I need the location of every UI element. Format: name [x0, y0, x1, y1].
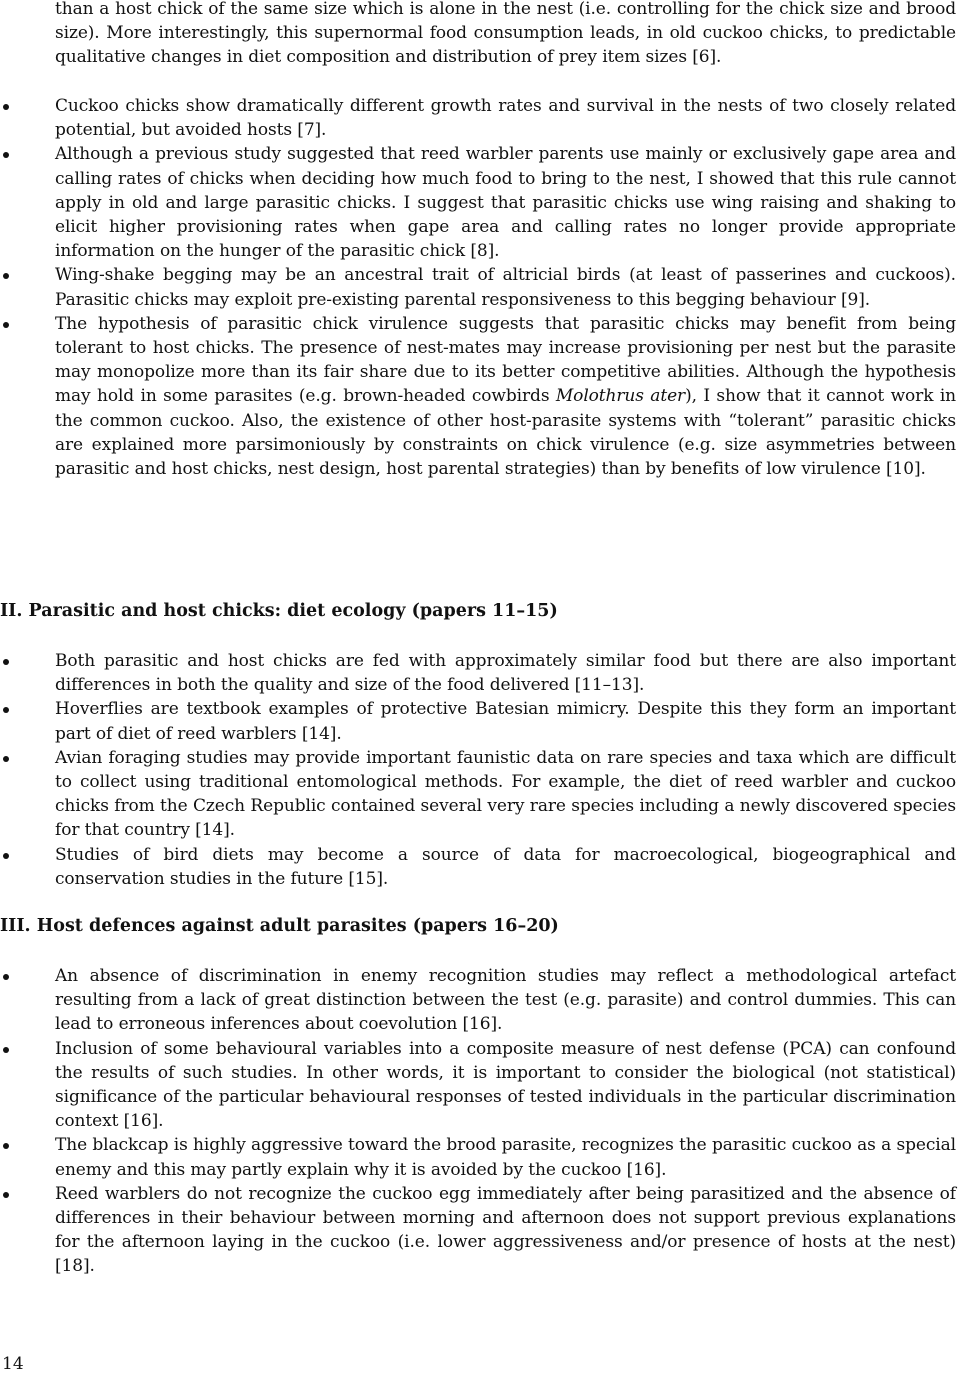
continuation-text: than a host chick of the same size which is alone in the nest (i.e. controlling for the chick size and brood size). More interestingly, this supernormal food consumption leads, in old cuckoo chicks, to predictable qualitative changes in diet composition and distribution of prey item sizes [6]. — [55, 0, 956, 68]
list-item — [0, 649, 960, 697]
bullet-text: An absence of discrimination in enemy recognition studies may reflect a methodological artefact resulting from a lack of great distinction between the test (e.g. parasite) and control dummies. This can lead to erroneous inferences about coevolution [16]. — [55, 966, 956, 1035]
bullet-text: Both parasitic and host chicks are fed with approximately similar food but there are also important differences in both the quality and size of the food delivered [11–13]. — [55, 651, 956, 696]
bullet-icon — [3, 974, 9, 980]
bullet-text: Hoverflies are textbook examples of protective Batesian mimicry. Despite this they form an important part of diet of reed warblers [14]. — [55, 699, 956, 744]
list-item — [0, 964, 960, 1037]
section3-heading: III. Host defences against adult parasites (papers 16–20) — [0, 916, 559, 936]
bullet-icon — [3, 1143, 9, 1149]
bullet-text: The blackcap is highly aggressive toward the brood parasite, recognizes the parasitic cuckoo as a special enemy and this may partly explain why it is avoided by the cuckoo [16]. — [55, 1135, 956, 1180]
bullet-icon — [3, 273, 9, 279]
bullet-icon — [3, 1047, 9, 1053]
list-item — [0, 697, 960, 745]
bullet-text-part: The hypothesis of parasitic chick virulence suggests that parasitic chicks may benefit from being tolerant to host chicks. The presence of nest-mates may increase provisioning per nest but the parasite may monopolize more than its fair share due to its better competitive abilities. Although the hypothesis may hold in some parasites (e.g. brown-headed cowbirds — [55, 313, 956, 407]
bullet-icon — [3, 707, 9, 713]
list-item — [0, 312, 960, 481]
section3-bullet-list — [0, 964, 960, 1279]
list-item — [0, 1133, 960, 1181]
bullet-text: Although a previous study suggested that reed warbler parents use mainly or exclusively gape area and calling rates of chicks when deciding how much food to bring to the nest, I showed that this rule cannot apply in old and large parasitic chicks. I suggest that parasitic chicks use wing raising and shaking to elicit higher provisioning rates when gape area and calling rates no longer provide appropriate information on the hunger of the parasitic chick [8]. — [55, 144, 956, 262]
bullet-text: Studies of bird diets may become a source of data for macroecological, biogeographical and conservation studies in the future [15]. — [55, 844, 956, 889]
bullet-icon — [3, 659, 9, 665]
bullet-text: Inclusion of some behavioural variables into a composite measure of nest defense (PCA) can confound the results of such studies. In other words, it is important to consider the biological (not statistical) significance of the particular behavioural responses of tested individuals in the particular discrimination context [16]. — [55, 1038, 956, 1132]
list-item — [0, 1037, 960, 1134]
bullet-text: Wing-shake begging may be an ancestral trait of altricial birds (at least of passerines and cuckoos). Parasitic chicks may exploit pre-existing parental responsiveness to this begging behaviour [9]. — [55, 265, 956, 310]
bullet-text: Cuckoo chicks show dramatically different growth rates and survival in the nests of two closely related potential, but avoided hosts [7]. — [55, 96, 956, 141]
list-item — [0, 263, 960, 311]
species-name-italic: Molothrus ater — [555, 386, 686, 407]
bullet-icon — [3, 152, 9, 158]
list-item — [0, 94, 960, 142]
bullet-text: Reed warblers do not recognize the cuckoo egg immediately after being parasitized and the absence of differences in their behaviour between morning and afternoon does not support previous explanations for the afternoon laying in the cuckoo (i.e. lower aggressiveness and/or presence of hosts at the nest) [18]. — [55, 1183, 956, 1277]
section1-bullet-list — [0, 94, 960, 481]
bullet-icon — [3, 104, 9, 110]
intro-continuation — [0, 0, 960, 70]
bullet-text-part: ), I show that it cannot work in the common cuckoo. Also, the existence of other host-parasite systems with “tolerant” parasitic chicks are explained more parsimoniously by constraints on chick virulence (e.g. size asymmetries between parasitic and host chicks, nest design, host parental strategies) than by benefits of low virulence [10]. — [55, 386, 957, 480]
list-item — [0, 1182, 960, 1279]
bullet-icon — [3, 756, 9, 762]
section2-bullet-list — [0, 649, 960, 891]
bullet-icon — [3, 1192, 9, 1198]
list-item — [0, 843, 960, 891]
bullet-text: Avian foraging studies may provide important faunistic data on rare species and taxa which are difficult to collect using traditional entomological methods. For example, the diet of reed warbler and cuckoo chicks from the Czech Republic contained several very rare species including a newly discovered species for that country [14]. — [55, 747, 956, 841]
bullet-icon — [3, 322, 9, 328]
list-item — [0, 746, 960, 843]
bullet-icon — [3, 853, 9, 859]
page-number: 14 — [2, 1354, 24, 1374]
section2-heading: II. Parasitic and host chicks: diet ecology (papers 11–15) — [0, 601, 558, 621]
list-item — [0, 142, 960, 263]
